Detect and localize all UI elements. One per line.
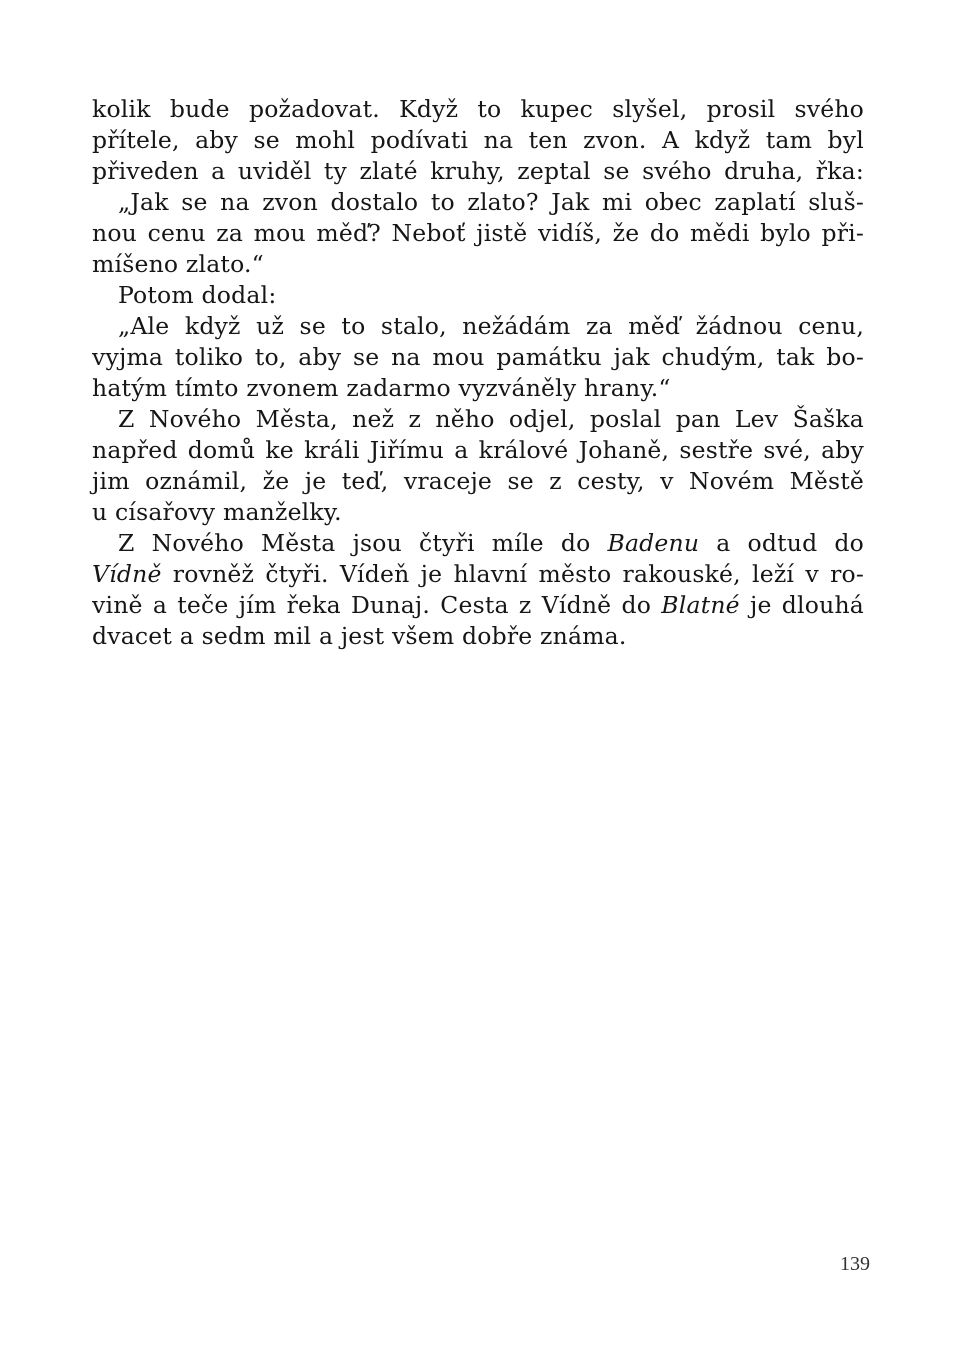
text-line: „Ale když už se to stalo, nežádám za měď žádnou cenu,: [118, 312, 864, 340]
text-line: přítele, aby se mohl podívati na ten zvon. A když tam byl: [92, 126, 864, 154]
paragraph-6: [92, 528, 864, 652]
text-line: [92, 559, 864, 590]
page-text: [92, 94, 864, 652]
paragraph-4: [92, 311, 864, 404]
text-line: [92, 528, 864, 559]
text-line: jim oznámil, že je teď, vraceje se z cesty, v Novém Městě: [92, 467, 864, 495]
text-line: u císařovy manželky.: [92, 498, 342, 526]
paragraph-3: [92, 280, 864, 311]
paragraph-1: [92, 94, 864, 187]
text-line: vyjma toliko to, aby se na mou památku jak chudým, tak bo-: [92, 343, 864, 371]
paragraph-2: [92, 187, 864, 280]
text-line: „Jak se na zvon dostalo to zlato? Jak mi obec zaplatí sluš-: [118, 188, 864, 216]
place-name-blatne: Blatné: [661, 591, 740, 619]
text-line: přiveden a uviděl ty zlaté kruhy, zeptal se svého druha, řka:: [92, 157, 864, 185]
text-run: a odtud do: [699, 529, 864, 557]
text-run: rovněž čtyři. Vídeň je hlavní město rakouské, leží v ro-: [161, 560, 864, 588]
page-number: 139: [840, 1253, 870, 1275]
text-line: [92, 590, 864, 621]
text-run: je dlouhá: [739, 591, 864, 619]
text-run: vině a teče jím řeka Dunaj. Cesta z Vídně do: [92, 591, 662, 619]
text-line: napřed domů ke králi Jiřímu a králové Johaně, sestře své, aby: [92, 436, 864, 464]
text-line: nou cenu za mou měď? Neboť jistě vidíš, že do mědi bylo při-: [92, 219, 864, 247]
text-line: Potom dodal:: [118, 281, 277, 309]
text-line: kolik bude požadovat. Když to kupec slyšel, prosil svého: [92, 95, 864, 123]
text-line: dvacet a sedm mil a jest všem dobře známa.: [92, 622, 627, 650]
text-line: míšeno zlato.“: [92, 250, 264, 278]
place-name-vidne: Vídně: [92, 560, 162, 588]
place-name-badenu: Badenu: [607, 529, 700, 557]
paragraph-5: [92, 404, 864, 528]
text-run: Z Nového Města jsou čtyři míle do: [118, 529, 608, 557]
text-line: Z Nového Města, než z něho odjel, poslal pan Lev Šaška: [118, 405, 864, 433]
text-line: hatým tímto zvonem zadarmo vyzváněly hrany.“: [92, 374, 671, 402]
